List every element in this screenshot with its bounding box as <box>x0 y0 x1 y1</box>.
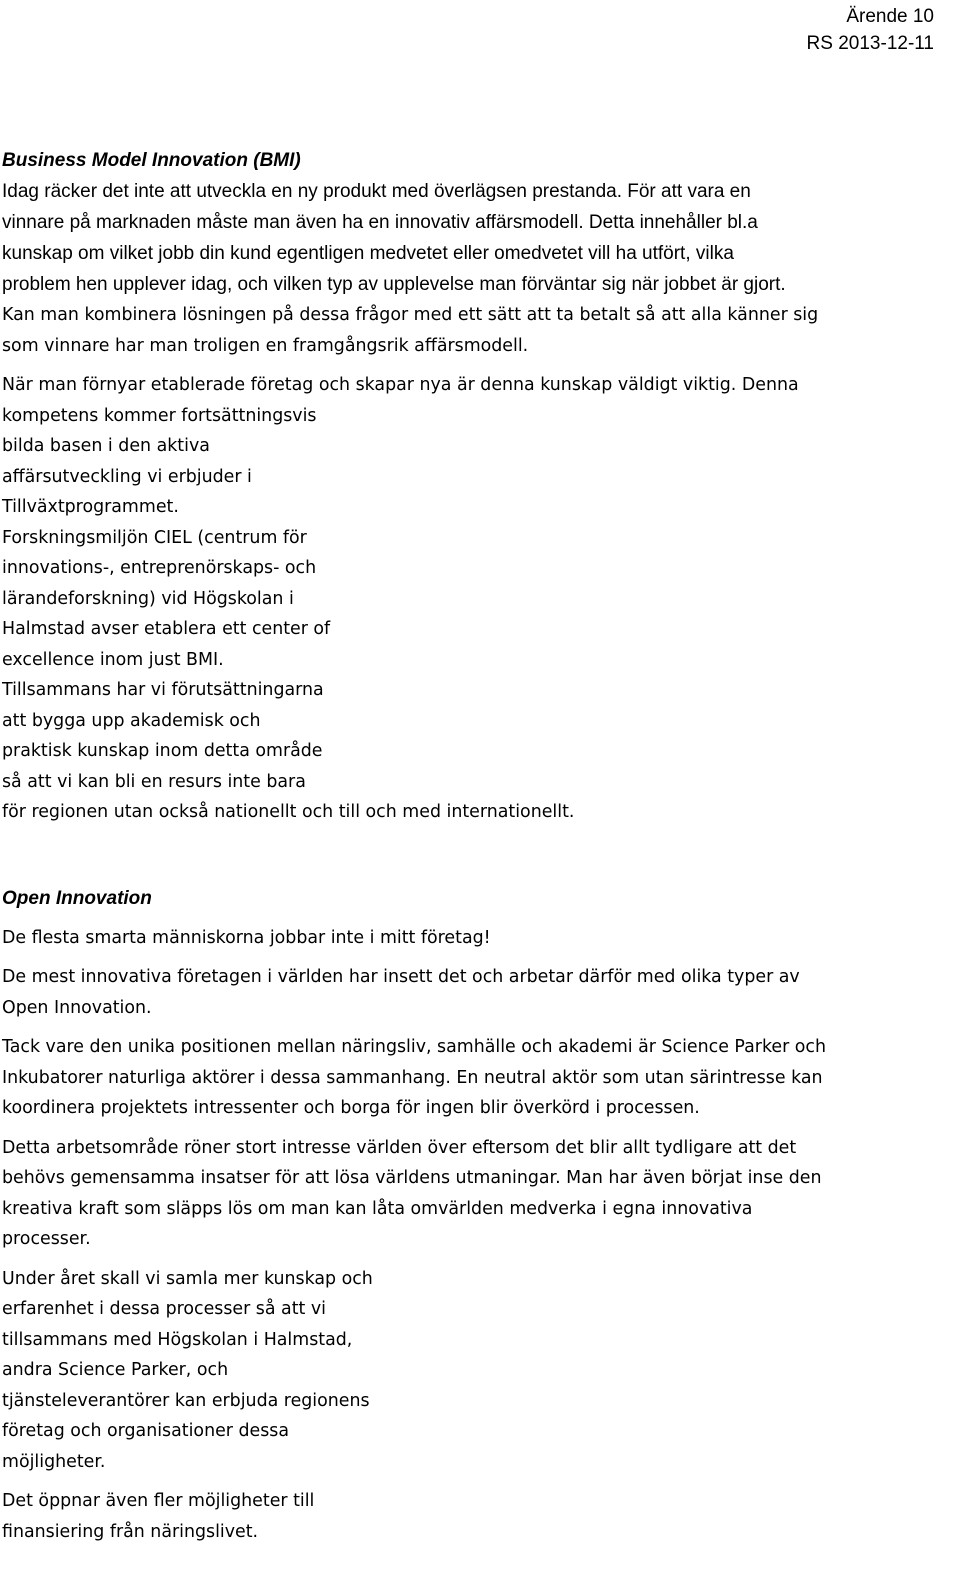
text-line: excellence inom just BMI. <box>2 649 224 670</box>
text-line: erfarenhet i dessa processer så att vi <box>2 1299 326 1319</box>
text-line: De mest innovativa företagen i världen har insett det och arbetar därför med olika typer av <box>2 967 800 987</box>
text-line: lärandeforskning) vid Högskolan i <box>2 588 294 609</box>
bmi-paragraph-2 <box>2 370 952 828</box>
text-line: vinnare på marknaden måste man även ha en innovativ affärsmodell. Detta innehåller bl.a <box>2 212 758 233</box>
text-line: praktisk kunskap inom detta område <box>2 741 323 761</box>
text-line: Tillväxtprogrammet. <box>2 497 179 517</box>
section-bmi <box>2 146 952 828</box>
text-line: Kan man kombinera lösningen på dessa frågor med ett sätt att ta betalt så att alla känner sig <box>2 305 819 325</box>
text-line: som vinnare har man troligen en framgångsrik affärsmodell. <box>2 335 529 356</box>
bmi-intro-paragraph <box>2 176 952 300</box>
document-body <box>2 146 952 1547</box>
section-title-open-innovation: Open Innovation <box>2 887 152 909</box>
text-line: kompetens kommer fortsättningsvis <box>2 405 317 426</box>
text-line: problem hen upplever idag, och vilken typ av upplevelse man förväntar sig när jobbet är gjort. <box>2 274 786 295</box>
oi-paragraph-3 <box>2 1032 952 1124</box>
oi-paragraph-6 <box>2 1486 952 1547</box>
text-line: innovations-, entreprenörskaps- och <box>2 558 317 578</box>
text-line: företag och organisationer dessa <box>2 1421 289 1441</box>
text-line: finansiering från näringslivet. <box>2 1521 259 1542</box>
meeting-date: RS 2013-12-11 <box>806 33 934 54</box>
oi-paragraph-4 <box>2 1133 952 1255</box>
text-line: koordinera projektets intressenter och borga för ingen blir överkörd i processen. <box>2 1098 700 1118</box>
text-line: När man förnyar etablerade företag och skapar nya är denna kunskap väldigt viktig. Denna <box>2 375 799 395</box>
text-line: Idag räcker det inte att utveckla en ny produkt med överlägsen prestanda. För att vara en <box>2 181 751 202</box>
text-line: Tack vare den unika positionen mellan näringsliv, samhälle och akademi är Science Parker och <box>2 1037 826 1057</box>
text-line: Forskningsmiljön CIEL (centrum för <box>2 527 307 548</box>
text-line: möjligheter. <box>2 1451 106 1472</box>
section-title-bmi: Business Model Innovation (BMI) <box>2 150 301 171</box>
text-line: affärsutveckling vi erbjuder i <box>2 466 252 487</box>
text-line: Under året skall vi samla mer kunskap och <box>2 1268 373 1289</box>
text-line: tillsammans med Högskolan i Halmstad, <box>2 1329 353 1350</box>
text-line: andra Science Parker, och <box>2 1360 229 1380</box>
text-line: för regionen utan också nationellt och till och med internationellt. <box>2 802 575 822</box>
oi-paragraph-5 <box>2 1264 952 1478</box>
text-line: att bygga upp akademisk och <box>2 710 261 731</box>
page-header <box>807 3 934 57</box>
text-line: Inkubatorer naturliga aktörer i dessa sammanhang. En neutral aktör som utan särintresse kan <box>2 1067 823 1088</box>
text-line: kunskap om vilket jobb din kund egentligen medvetet eller omedvetet vill ha utfört, vilka <box>2 243 734 264</box>
text-line: De flesta smarta människorna jobbar inte i mitt företag! <box>2 927 491 948</box>
text-line: Open Innovation. <box>2 997 152 1018</box>
text-line: behövs gemensamma insatser för att lösa världens utmaningar. Man har även börjat inse den <box>2 1168 822 1188</box>
text-line: tjänsteleverantörer kan erbjuda regionens <box>2 1390 370 1411</box>
text-line: processer. <box>2 1229 91 1249</box>
oi-paragraph-1 <box>2 923 952 954</box>
text-line: Tillsammans har vi förutsättningarna <box>2 680 324 700</box>
bmi-paragraph-1 <box>2 300 952 361</box>
text-line: Halmstad avser etablera ett center of <box>2 619 331 639</box>
text-line: Detta arbetsområde röner stort intresse världen över eftersom det blir allt tydligare att det <box>2 1137 797 1158</box>
oi-paragraph-2 <box>2 962 952 1023</box>
text-line: så att vi kan bli en resurs inte bara <box>2 771 306 792</box>
case-number: Ärende 10 <box>846 6 934 27</box>
text-line: Det öppnar även fler möjligheter till <box>2 1491 315 1511</box>
section-open-innovation <box>2 884 952 1548</box>
text-line: bilda basen i den aktiva <box>2 436 210 456</box>
text-line: kreativa kraft som släpps lös om man kan låta omvärlden medverka i egna innovativa <box>2 1198 753 1219</box>
